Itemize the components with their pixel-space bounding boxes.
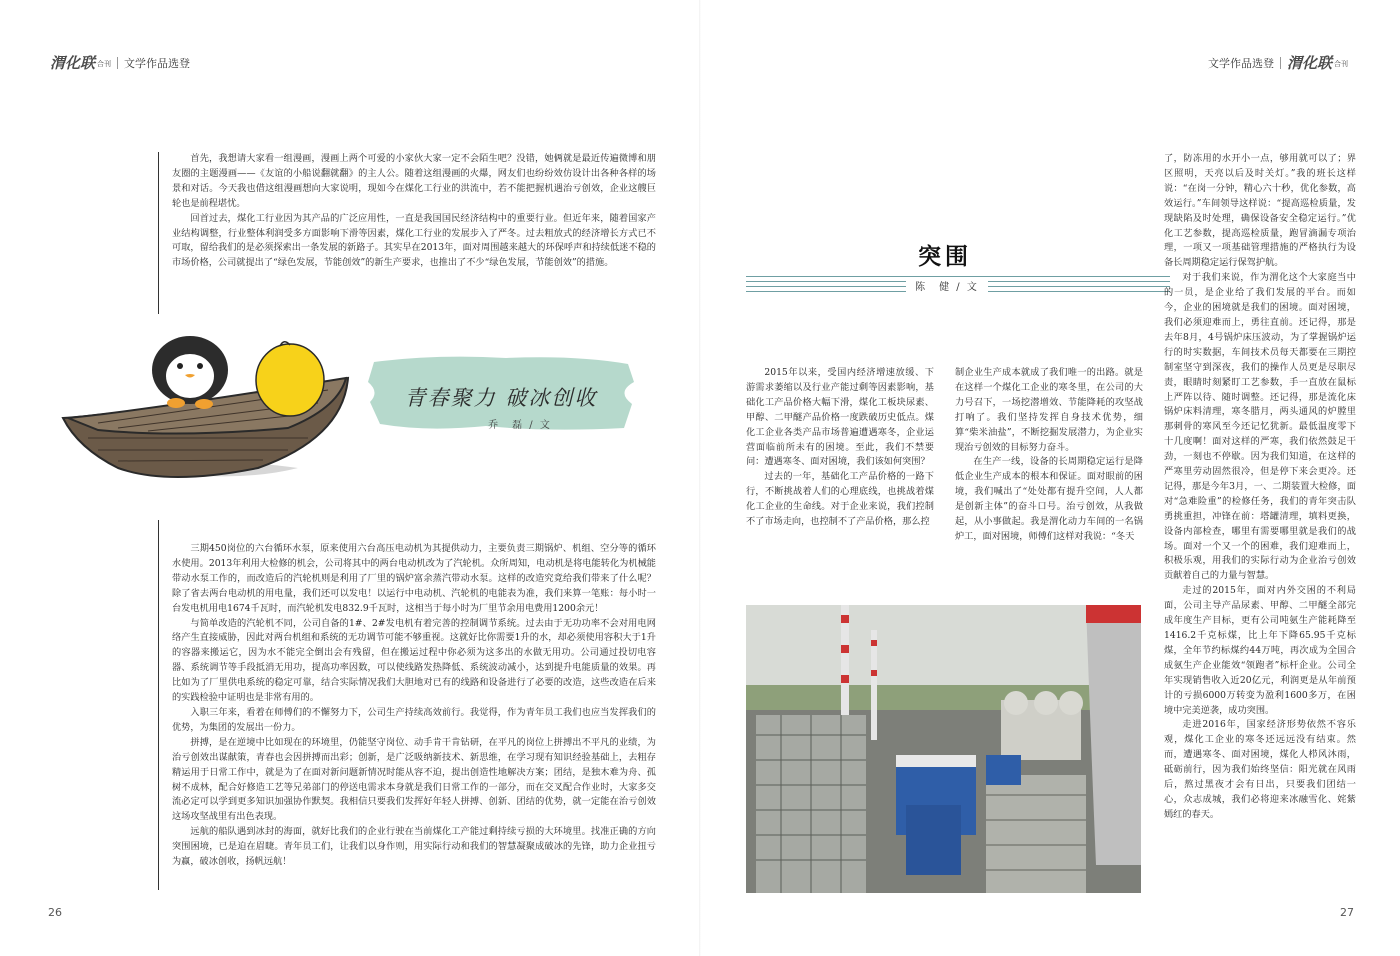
paragraph: 与简单改造的汽轮机不同，公司自备的1#、2#发电机有着完善的控制调节系统。过去由于无功功率不会对用电网络产生直接威胁，因此对两台机组和系统的无功调节可能不够重视。这就好比你需要1升的水，却必须使用容积大于1升的容器来搬运它，因为水不能完全倒出会有残留，但在搬运过程中你必须为这多出的水做无用功。公司通过投切电容器、系统调节等手段抵消无用功，提高功率因数，可以使线路发热降低、系统波动减小，达到提升电能质量的效果。再比如为了厂里供电系统的稳定可靠，结合实际情况我们大胆地对已有的线路和设备进行了必要的改造，这些改造在后来的实践检验中证明也是非常有用的。 — [172, 617, 656, 704]
paragraph: 过去的一年，基础化工产品价格的一路下行，不断挑战着人们的心理底线，也挑战着煤化工企业的生命线。对于企业来说，我们控制不了市场走向，也控制不了产品价格，那么控 — [746, 471, 934, 528]
left-margin-rule — [158, 152, 159, 314]
page-gutter — [699, 0, 701, 956]
article2-title: 突围 — [918, 244, 972, 270]
article2-author: 陈 健 / 文 — [906, 278, 988, 293]
left-page-number: 26 — [48, 906, 62, 919]
paragraph: 走过的2015年，面对内外交困的不利局面，公司主导产品尿素、甲醇、二甲醚全部完成年度生产目标，更有公司吨氨生产能耗降至1416.2千克标煤，比上年下降65.95千克标煤，全年节约标煤约44万吨，再次成为全国合成氨生产企业能效“领跑者”标杆企业。公司全年实现销售收入近20亿元，利润更是从年前预计的亏损6000万转变为盈利1600多万，在困境中完美逆袭，成功突围。 — [1164, 585, 1356, 716]
industrial-plant-photo — [746, 605, 1141, 893]
left-margin-rule — [158, 520, 159, 890]
paragraph: 制企业生产成本就成了我们唯一的出路。就是在这样一个煤化工企业的寒冬里，在公司的大力号召下，一场挖潜增效、节能降耗的攻坚战打响了。我们坚持发挥自身技术优势，细算“柴米油盐”，不断挖掘发展潜力，为企业实现治亏创效的目标努力奋斗。 — [955, 367, 1143, 453]
paragraph: 对于我们来说，作为渭化这个大家庭当中的一员，是企业给了我们发展的平台。而如今，企业的困境就是我们的困境。面对困境，我们必须迎难而上，勇往直前。还记得，那是去年8月，4号锅炉床压波动，为了掌握锅炉运行的时实数据，车间技术员每天都要在三期控制室坚守到深夜，我们的操作人员更是尽职尽责，眼睛时刻紧盯工艺参数，手一直放在鼠标上严阵以待、随时调整。还记得，那是流化床锅炉床料清理，寒冬腊月，两头通风的炉膛里那刺骨的寒风至今还记忆犹新。最低温度零下十几度啊！面对这样的严寒，我们依然鼓足干劲，一刻也不停歇。因为我们知道，在这样的严寒里劳动固然很冷，但是停下来会更冷。还记得，那是今年3月，一、二期装置大检修，面对“急难险重”的检修任务，我们的青年突击队勇挑重担，冲锋在前：塔罐清理，填料更换，设备内部检查，哪里有需要哪里就是我们的战场。面对一个又一个的困难，我们迎难而上，积极乐观，用我们的实际行动为企业治亏创效贡献着自己的力量与智慧。 — [1164, 272, 1356, 582]
article2-column-3 — [1164, 152, 1356, 823]
paragraph: 回首过去，煤化工行业因为其产品的广泛应用性，一直是我国国民经济结构中的重要行业。但近年来，随着国家产业结构调整，行业整体利润受多方面影响下滑等因素，煤化工行业的发展步入了严冬。过去粗放式的经济增长方式已不可取，留给我们的是必须探索出一条发展的新路子。其实早在2013年，面对周围越来越大的环保呼声和持续低迷不稳的市场价格，公司就提出了“绿色发展，节能创效”的新生产要求，也推出了不少“绿色发展，节能创效”的措施。 — [172, 212, 656, 269]
paragraph: 在生产一线，设备的长周期稳定运行是降低企业生产成本的根本和保证。面对眼前的困境，我们喊出了“处处都有提升空间，人人都是创新主体”的奋斗口号。治亏创效，从我做起，从小事做起。我是渭化动力车间的一名锅炉工，面对困境，师傅们这样对我说：“冬天 — [955, 456, 1143, 542]
paragraph: 了，防冻用的水开小一点，够用就可以了；界区照明，天亮以后及时关灯。”我的班长这样说：“在岗一分钟，精心六十秒，优化参数，高效运行。”车间领导这样说：“提高巡检质量，发现缺陷及时处理，确保设备安全稳定运行。”优化工艺参数，提高巡检质量，跑冒滴漏专项治理，一项又一项基础管理措施的严格执行为设备长周期稳定运行保驾护航。 — [1164, 153, 1356, 269]
right-section-title: 文学作品选登 — [1207, 56, 1274, 70]
header-divider — [117, 57, 118, 69]
article2-column-1 — [746, 366, 934, 530]
paragraph: 拼搏，是在逆境中比如现在的环境里，仍能坚守岗位、动手肯干肯钻研，在平凡的岗位上拼搏出不平凡的业绩，为治亏创效出谋献策，青春也会因拼搏而出彩；创新，是广泛吸纳新技术、新思维，在学习现有知识经验基础上，去粗存精运用于日常工作中，就是为了在面对新问题新情况时能从容不迫，提出创造性地解决方案；团结，是独木难为舟、孤树不成林，配合好修造工艺等兄弟部门的停送电需求本身就是我们日常工作的一部分，而在交叉配合作业时，大家多交流必定可以学到更多知识加强协作默契。我相信只要我们发挥好年轻人拼搏、创新、团结的优势，就一定能在治亏创效这场攻坚战里有出色表现。 — [172, 736, 656, 823]
paragraph: 2015年以来，受国内经济增速放缓、下游需求萎缩以及行业产能过剩等因素影响，基础化工产品价格大幅下滑，煤化工板块尿素、甲醇、二甲醚产品价格一度跌破历史低点。煤化工企业各类产品市场普遍遭遇寒冬，企业运营面临前所未有的困境。至此，我们不禁要问：遭遇寒冬、面对困境，我们该如何突围？ — [746, 367, 934, 468]
paragraph: 走进2016年，国家经济形势依然不容乐观，煤化工企业的寒冬还远远没有结束。然而，遭遇寒冬、面对困境，煤化人栉风沐雨，砥砺前行，因为我们始终坚信：阳光就在风雨后，熬过黑夜才会有日出，只要我们团结一心，众志成城，我们必将迎来冰融雪化、姹紫嫣红的春天。 — [1164, 719, 1356, 820]
left-brand-logo: 渭化联 合刊 — [50, 54, 112, 72]
header-divider — [1280, 57, 1281, 69]
paragraph: 首先，我想请大家看一组漫画，漫画上两个可爱的小家伙大家一定不会陌生吧？没错，她俩就是最近传遍微博和朋友圈的主题漫画——《友谊的小船说翻就翻》的主人公。随着这组漫画的火爆，网友们也纷纷效仿设计出各种各样的场景和对话。今天我也借这组漫画想向大家说明，现如今在煤化工行业的洪流中，若不能把握机遇治亏创效，企业这艘巨轮也是前程堪忧。 — [172, 153, 656, 209]
boat-with-penguin-and-chick-icon — [58, 318, 358, 488]
right-brand-logo: 渭化联 合刊 — [1286, 54, 1348, 72]
paragraph: 三期450岗位的六台循环水泵，原来使用六台高压电动机为其提供动力，主要负责三期锅炉、机组、空分等的循环水使用。2013年利用大检修的机会，公司将其中的两台电动机改为了汽轮机。众所周知，电动机是将电能转化为机械能带动水泵工作的，而改造后的汽轮机则是利用了厂里的锅炉富余蒸汽带动水泵。这样的改造究竟给我们带来了什么呢？除了省去两台电动机的用电量，我们还可以发电！以运行中电动机、汽轮机的电能表为准，我们来算一笔账：每小时一台发电机用电1674千瓦时，而汽轮机发电832.9千瓦时，这相当于每小时为厂里节余用电费用1200余元！ — [172, 543, 656, 614]
left-section-title: 文学作品选登 — [124, 56, 191, 70]
paragraph: 入职三年来，看着在师傅们的不懈努力下，公司生产持续高效前行。我觉得，作为青年员工我们也应当发挥我们的优势，为集团的发展出一份力。 — [172, 706, 656, 733]
article2-column-2 — [955, 366, 1143, 545]
article1-title: 青春聚力 破冰创收 — [404, 386, 598, 410]
right-page-number: 27 — [1340, 906, 1354, 919]
paragraph: 远航的船队遇到冰封的海面，就好比我们的企业行驶在当前煤化工产能过剩持续亏损的大环境里。找准正确的方向突围困境，已是迫在眉睫。青年员工们，让我们以身作则，用实际行动和我们的智慧凝聚成破冰的先锋，助力企业扭亏为赢，破冰创收，扬帆远航！ — [172, 826, 656, 868]
article1-intro — [172, 152, 656, 271]
right-page-header — [1208, 52, 1348, 73]
left-page-header — [50, 52, 190, 73]
article1-body — [172, 542, 656, 870]
article1-author: 乔 磊 / 文 — [488, 420, 552, 431]
